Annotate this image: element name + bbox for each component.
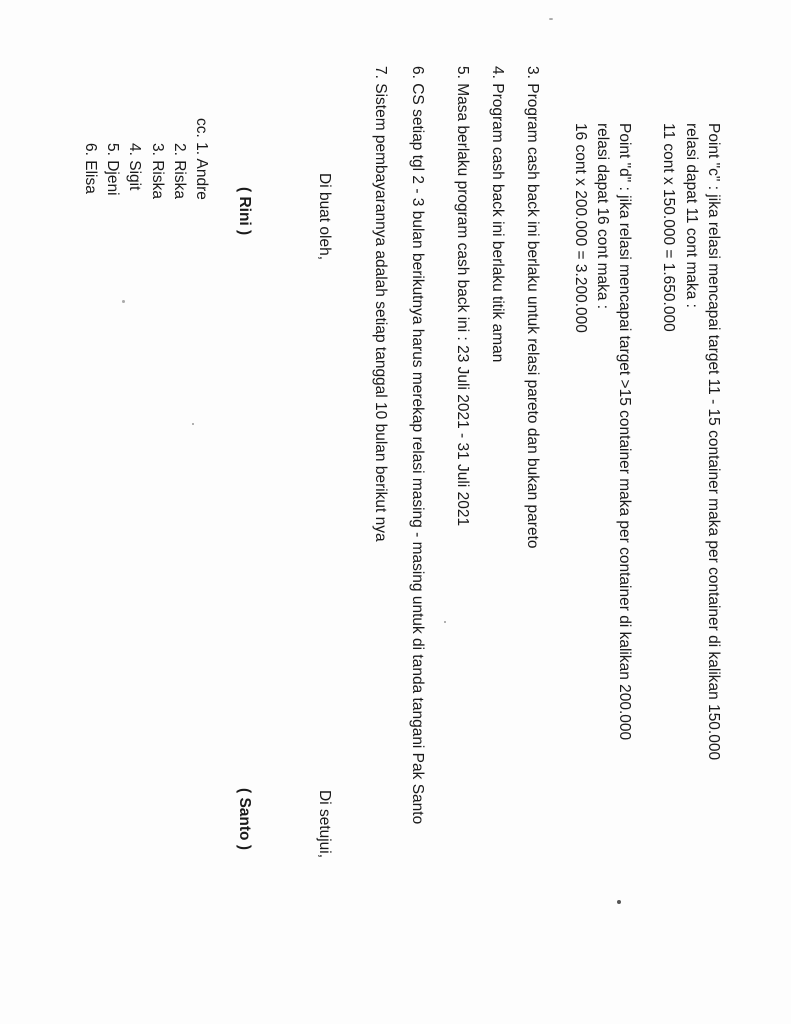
approved-name: ( Santo ) [236,788,253,850]
item-6: 6. CS setiap tgl 2 - 3 bulan berikutnya harus merekap relasi masing - masing untuk di tanda tangani Pak Santo [409,66,426,825]
approved-label: Di setujui, [316,790,333,859]
made-by-name: ( Rini ) [236,187,253,236]
point-d-line3: 16 cont x 200.000 = 3.200.000 [572,123,589,333]
item-5: 5. Masa berlaku program cash back ini : 23 Juli 2021 - 31 Juli 2021 [454,66,471,527]
scan-speck [192,423,194,425]
cc-item-3: 3. Riska [149,143,166,199]
made-by-label: Di buat oleh, [316,173,333,261]
scan-speck [617,900,621,904]
scan-speck [122,300,125,303]
item-7: 7. Sistem pembayarannya adalah setiap tanggal 10 bulan berikut nya [372,66,389,542]
item-3: 3. Program cash back ini berlaku untuk relasi pareto dan bukan pareto [524,66,541,549]
cc-item-6: 6. Elisa [82,143,99,194]
item-4: 4. Program cash back ini berlaku titik aman [489,66,506,363]
scan-speck [549,18,553,20]
scan-speck [444,621,446,623]
point-d-line2: relasi dapat 16 cont maka : [594,123,611,310]
point-c-heading: Point "c" : jika relasi mencapai target 11 - 15 container maka per container di kalikan 150.000 [705,123,722,761]
cc-item-4: 4. Sigit [126,143,143,191]
cc-item-5: 5. Djeni [104,143,121,196]
point-c-line2: relasi dapat 11 cont maka : [683,123,700,308]
cc-label: cc. 1. Andre [193,118,210,200]
cc-item-2: 2. Riska [171,143,188,199]
point-d-heading: Point "d" : jika relasi mencapai target >15 container maka per container di kalikan 200.000 [616,123,633,741]
point-c-line3: 11 cont x 150.000 = 1.650.000 [660,123,677,332]
